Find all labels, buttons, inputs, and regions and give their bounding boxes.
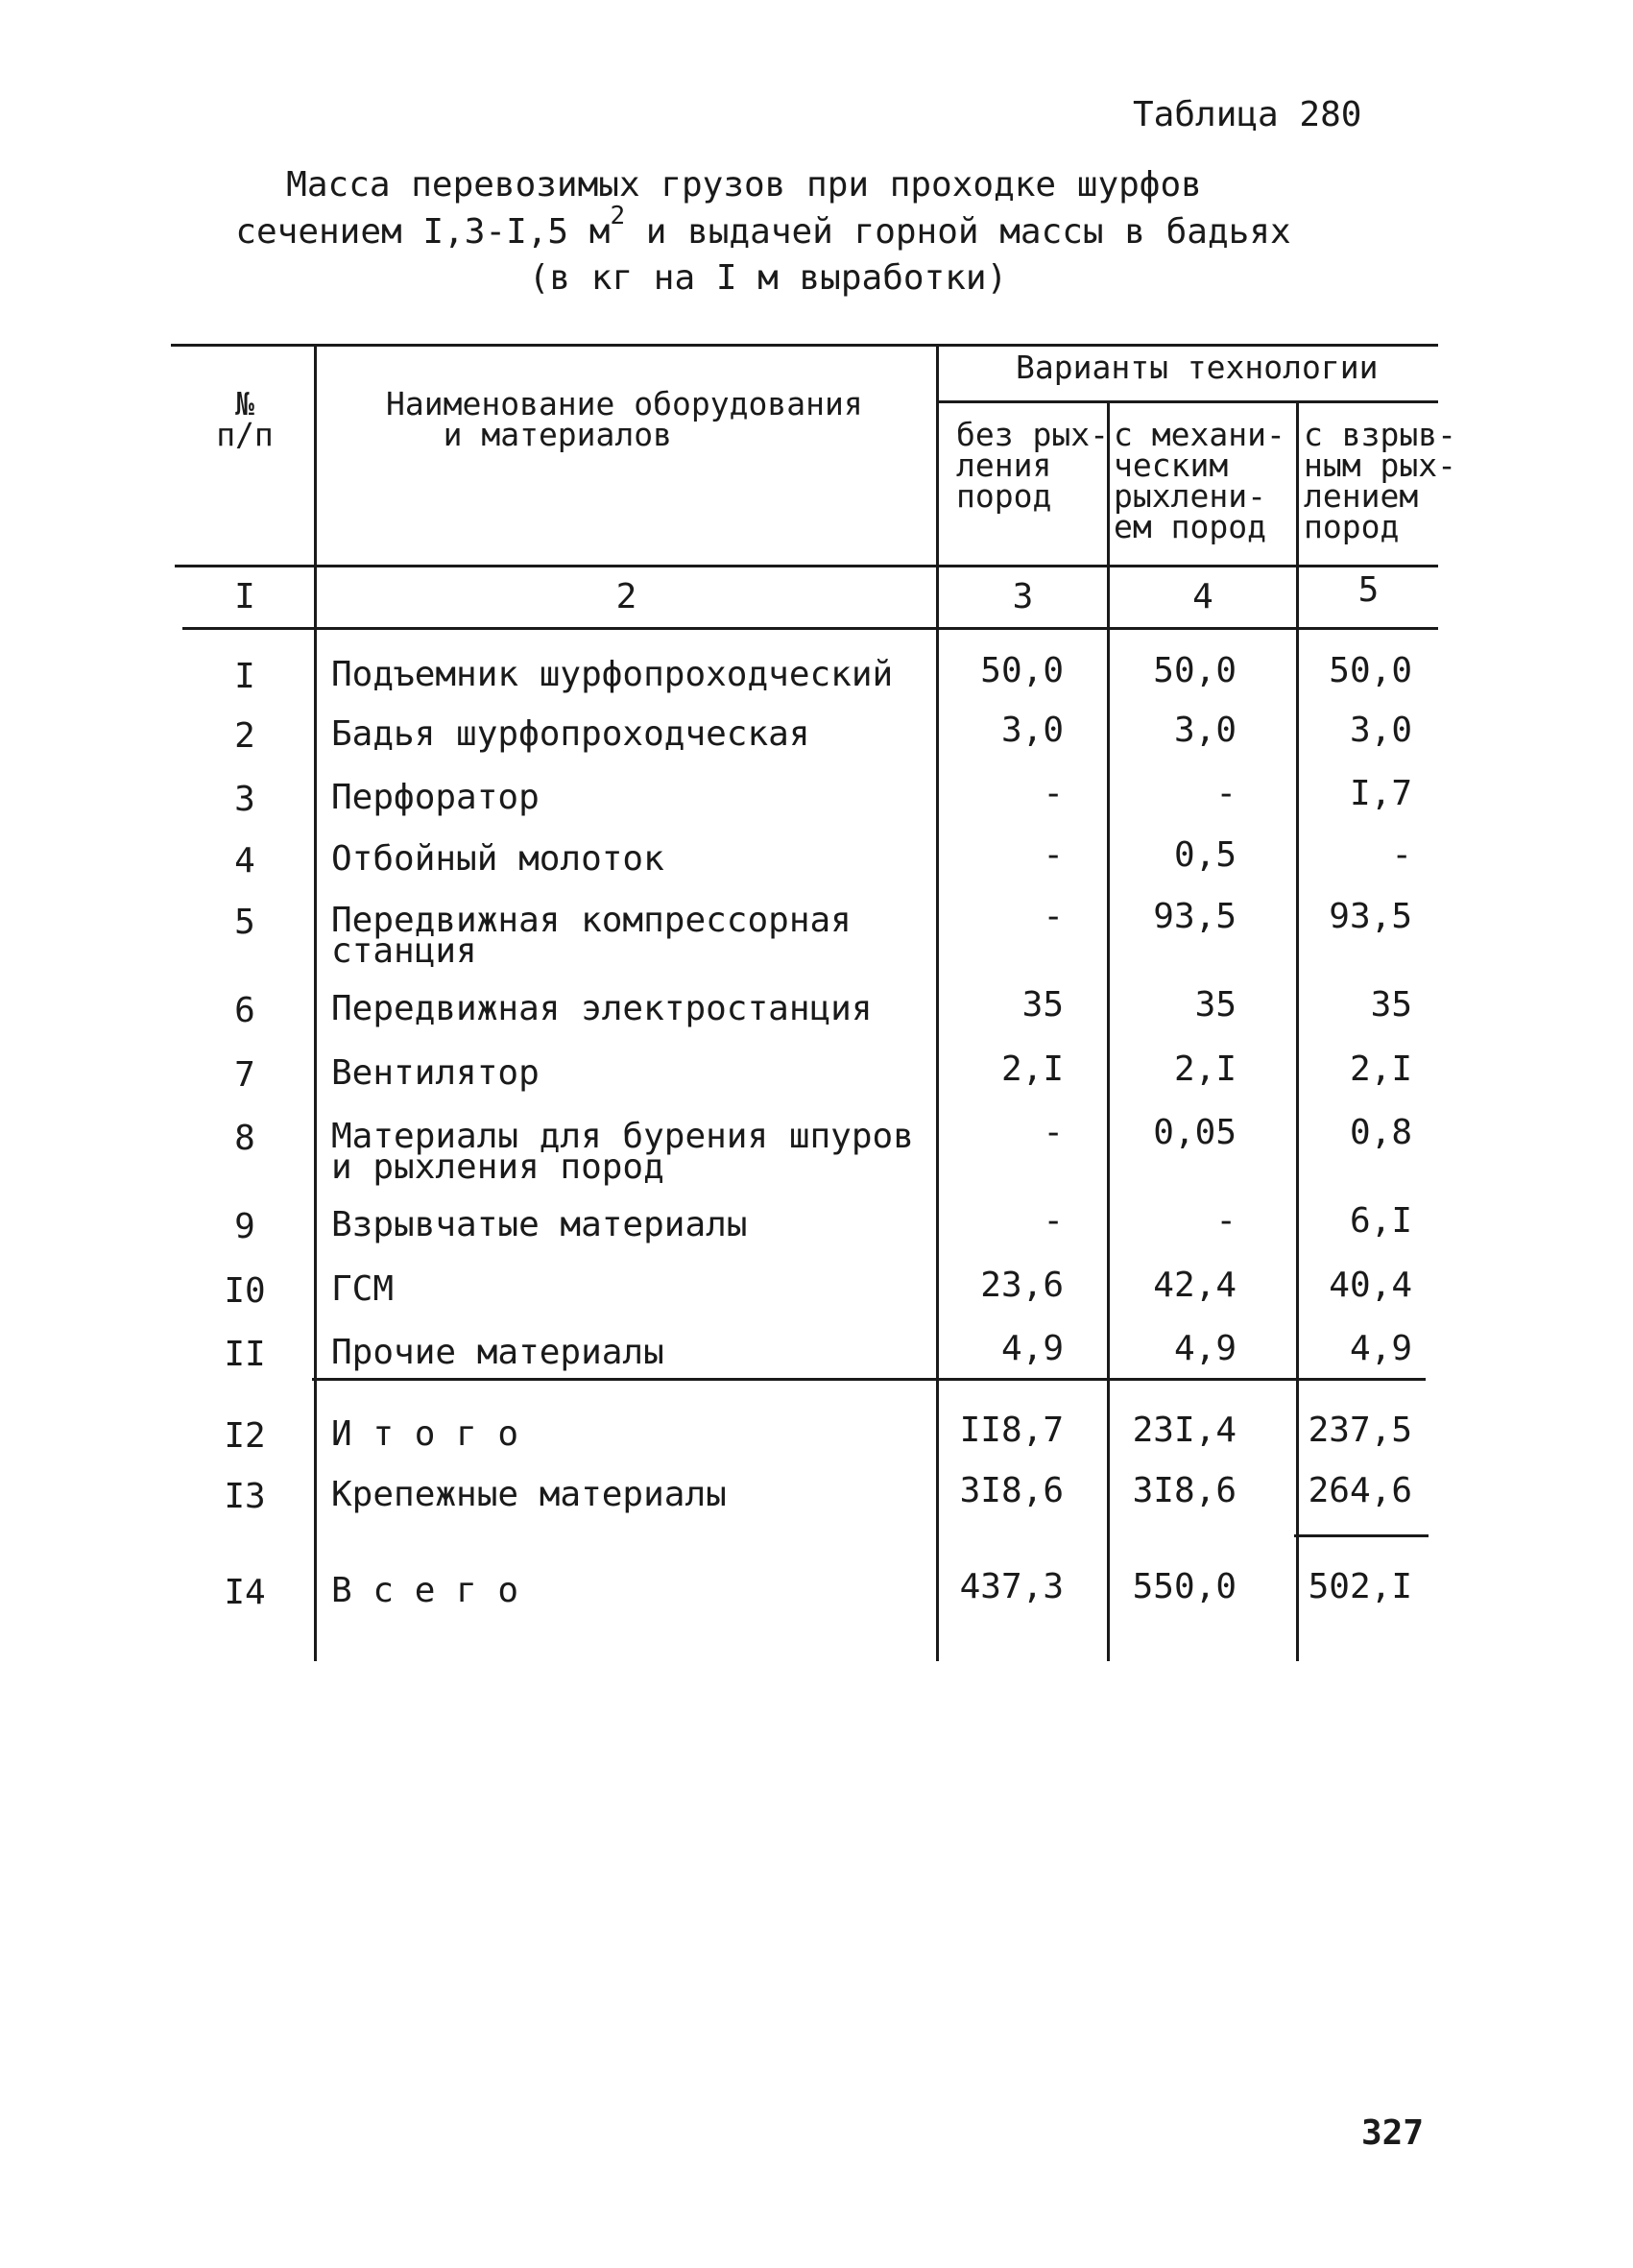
row-value-col3: 35 [1021,985,1064,1025]
row-value-col4: 550,0 [1132,1567,1237,1606]
title-line-2-part1: сечением I,3-I,5 м [235,212,611,252]
header-col4: с механи- ческим рыхлени- ем пород [1114,416,1285,545]
col-number-5: 5 [1357,570,1380,610]
row-number: 9 [234,1207,255,1246]
row-value-col4: 0,5 [1173,835,1237,875]
row-number: 4 [234,841,255,881]
row-value-col5: I,7 [1349,774,1412,813]
header-no: № п/п [216,385,274,453]
row-name: Передвижная электростанция [331,989,873,1028]
row-value-col4: 2,I [1173,1050,1237,1089]
row-name: Передвижная компрессорная станция [331,901,852,971]
row-value-col5: 237,5 [1308,1411,1412,1450]
row-value-col5: - [1391,835,1412,875]
col-number-1: I [234,577,255,616]
row-value-col5: 93,5 [1329,897,1412,936]
row-value-col3: 23,6 [980,1266,1064,1305]
row-value-col5: 264,6 [1308,1471,1412,1510]
subtotal-line [312,1378,1426,1381]
header-bottom-line [175,565,1438,567]
row-name: Взрывчатые материалы [331,1205,748,1244]
title-line-2 [211,202,1315,252]
row-number: 5 [234,903,255,942]
row-name: Бадья шурфопроходческая [331,714,810,754]
row-value-col4: 50,0 [1153,651,1237,690]
row-value-col4: 93,5 [1153,897,1237,936]
row-number: 3 [234,780,255,819]
row-number: I0 [224,1271,266,1311]
row-number: 6 [234,991,255,1030]
row-number: 8 [234,1119,255,1158]
row-name: И т о г о [331,1414,519,1454]
title-line-2-part2: и выдачей горной массы в бадьях [625,212,1291,252]
row-name: Крепежные материалы [331,1475,727,1514]
title-line-1: Масса перевозимых грузов при проходке шурфов [286,165,1202,205]
row-name: Вентилятор [331,1053,540,1093]
row-value-col4: - [1215,774,1237,813]
row-value-col5: 35 [1370,985,1412,1025]
row-name: Материалы для бурения шпуров и рыхления пород [331,1117,914,1187]
total-line [1294,1534,1429,1537]
col-number-4: 4 [1192,577,1213,616]
row-number: I4 [224,1573,266,1612]
row-value-col5: 0,8 [1349,1113,1412,1152]
row-value-col3: 2,I [1000,1050,1064,1089]
row-value-col4: 0,05 [1153,1113,1237,1152]
col-numbers-bottom-line [182,627,1438,630]
header-name: Наименование оборудования и материалов [386,385,863,453]
table-label: Таблица 280 [1133,95,1362,134]
row-number: I [234,657,255,696]
row-value-col4: 3I8,6 [1132,1471,1237,1510]
row-value-col5: 40,4 [1329,1266,1412,1305]
row-value-col4: 35 [1194,985,1237,1025]
row-name: Подъемник шурфопроходческий [331,655,894,694]
title-line-3: (в кг на I м выработки) [528,258,1008,298]
col-divider-1 [314,344,317,1661]
row-value-col3: 3,0 [1000,711,1064,750]
row-value-col5: 4,9 [1349,1329,1412,1368]
col-number-2: 2 [615,577,637,616]
row-value-col5: 50,0 [1329,651,1412,690]
col-number-3: 3 [1012,577,1034,616]
table-top-line [171,344,1438,347]
row-value-col4: 3,0 [1173,711,1237,750]
header-col3: без рых- ления пород [956,416,1109,515]
row-value-col3: - [1043,1113,1064,1152]
row-number: II [224,1335,266,1374]
row-value-col5: 2,I [1349,1050,1412,1089]
row-number: 7 [234,1055,255,1095]
row-number: 2 [234,716,255,756]
row-value-col4: - [1215,1201,1237,1241]
row-value-col3: - [1043,897,1064,936]
row-name: ГСМ [331,1269,395,1309]
variants-subheader-line [939,400,1438,403]
row-value-col3: 3I8,6 [959,1471,1064,1510]
row-name: Отбойный молоток [331,839,664,879]
header-col5: с взрыв- ным рых- лением пород [1304,416,1456,545]
row-value-col5: 502,I [1308,1567,1412,1606]
row-value-col3: - [1043,1201,1064,1241]
row-name: Перфоратор [331,778,540,817]
row-number: I2 [224,1416,266,1456]
row-value-col3: 50,0 [980,651,1064,690]
row-value-col4: 4,9 [1173,1329,1237,1368]
row-value-col5: 3,0 [1349,711,1412,750]
row-value-col5: 6,I [1349,1201,1412,1241]
title-superscript: 2 [610,202,626,230]
row-value-col3: II8,7 [959,1411,1064,1450]
row-value-col3: 4,9 [1000,1329,1064,1368]
row-value-col4: 42,4 [1153,1266,1237,1305]
row-value-col3: - [1043,774,1064,813]
row-name: В с е г о [331,1571,519,1610]
row-name: Прочие материалы [331,1333,664,1372]
row-number: I3 [224,1477,266,1516]
header-variants: Варианты технологии [1016,349,1379,386]
row-value-col4: 23I,4 [1132,1411,1237,1450]
row-value-col3: 437,3 [959,1567,1064,1606]
row-value-col3: - [1043,835,1064,875]
page-number: 327 [1361,2113,1425,2153]
